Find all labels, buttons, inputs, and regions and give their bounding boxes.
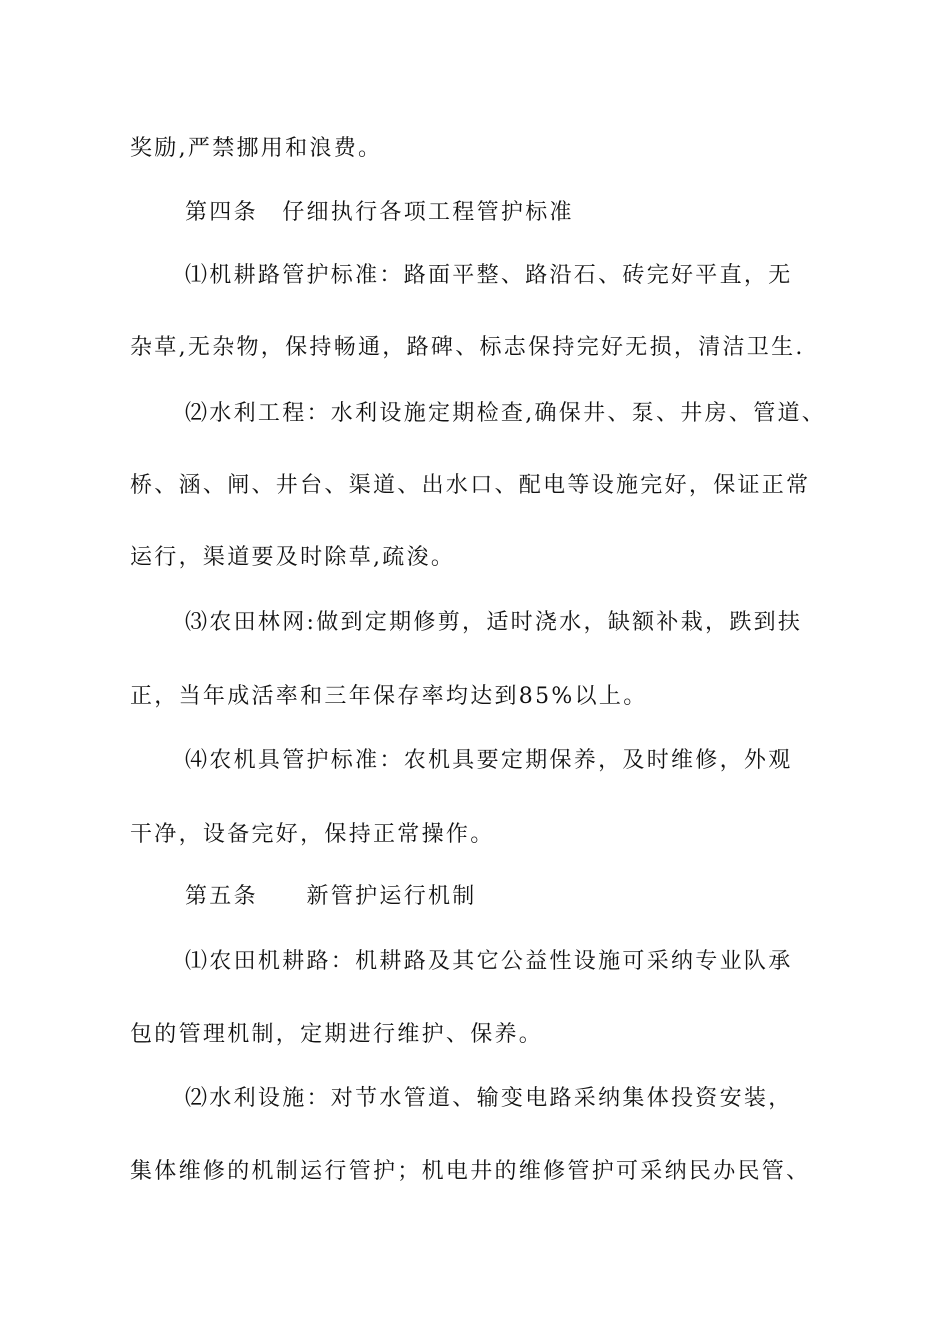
text-line: 杂草,无杂物，保持畅通，路碑、标志保持完好无损，清洁卫生.	[130, 335, 805, 360]
text-line: 运行，渠道要及时除草,疏浚。	[130, 545, 456, 570]
text-line: ⑵水利工程：水利设施定期检查,确保井、泵、井房、管道、	[185, 401, 827, 426]
text-line: ⑶农田林网:做到定期修剪，适时浇水，缺额补栽，跌到扶	[185, 610, 803, 635]
text-line: 干净，设备完好，保持正常操作。	[130, 822, 495, 847]
text-line: 正，当年成活率和三年保存率均达到85%以上。	[130, 684, 648, 709]
text-line: 包的管理机制，定期进行维护、保养。	[130, 1022, 544, 1047]
section-heading: 第五条 新管护运行机制	[185, 884, 477, 909]
text-line: 奖励,严禁挪用和浪费。	[130, 136, 383, 161]
text-line: 集体维修的机制运行管护；机电井的维修管护可采纳民办民管、	[130, 1159, 811, 1184]
section-heading: 第四条 仔细执行各项工程管护标准	[185, 200, 574, 225]
text-line: ⑴机耕路管护标准：路面平整、路沿石、砖完好平直，无	[185, 263, 793, 288]
text-line: ⑴农田机耕路：机耕路及其它公益性设施可采纳专业队承	[185, 949, 793, 974]
text-line: ⑷农机具管护标准：农机具要定期保养，及时维修，外观	[185, 748, 793, 773]
text-line: 桥、涵、闸、井台、渠道、出水口、配电等设施完好，保证正常	[130, 473, 811, 498]
text-line: ⑵水利设施：对节水管道、输变电路采纳集体投资安装，	[185, 1086, 793, 1111]
